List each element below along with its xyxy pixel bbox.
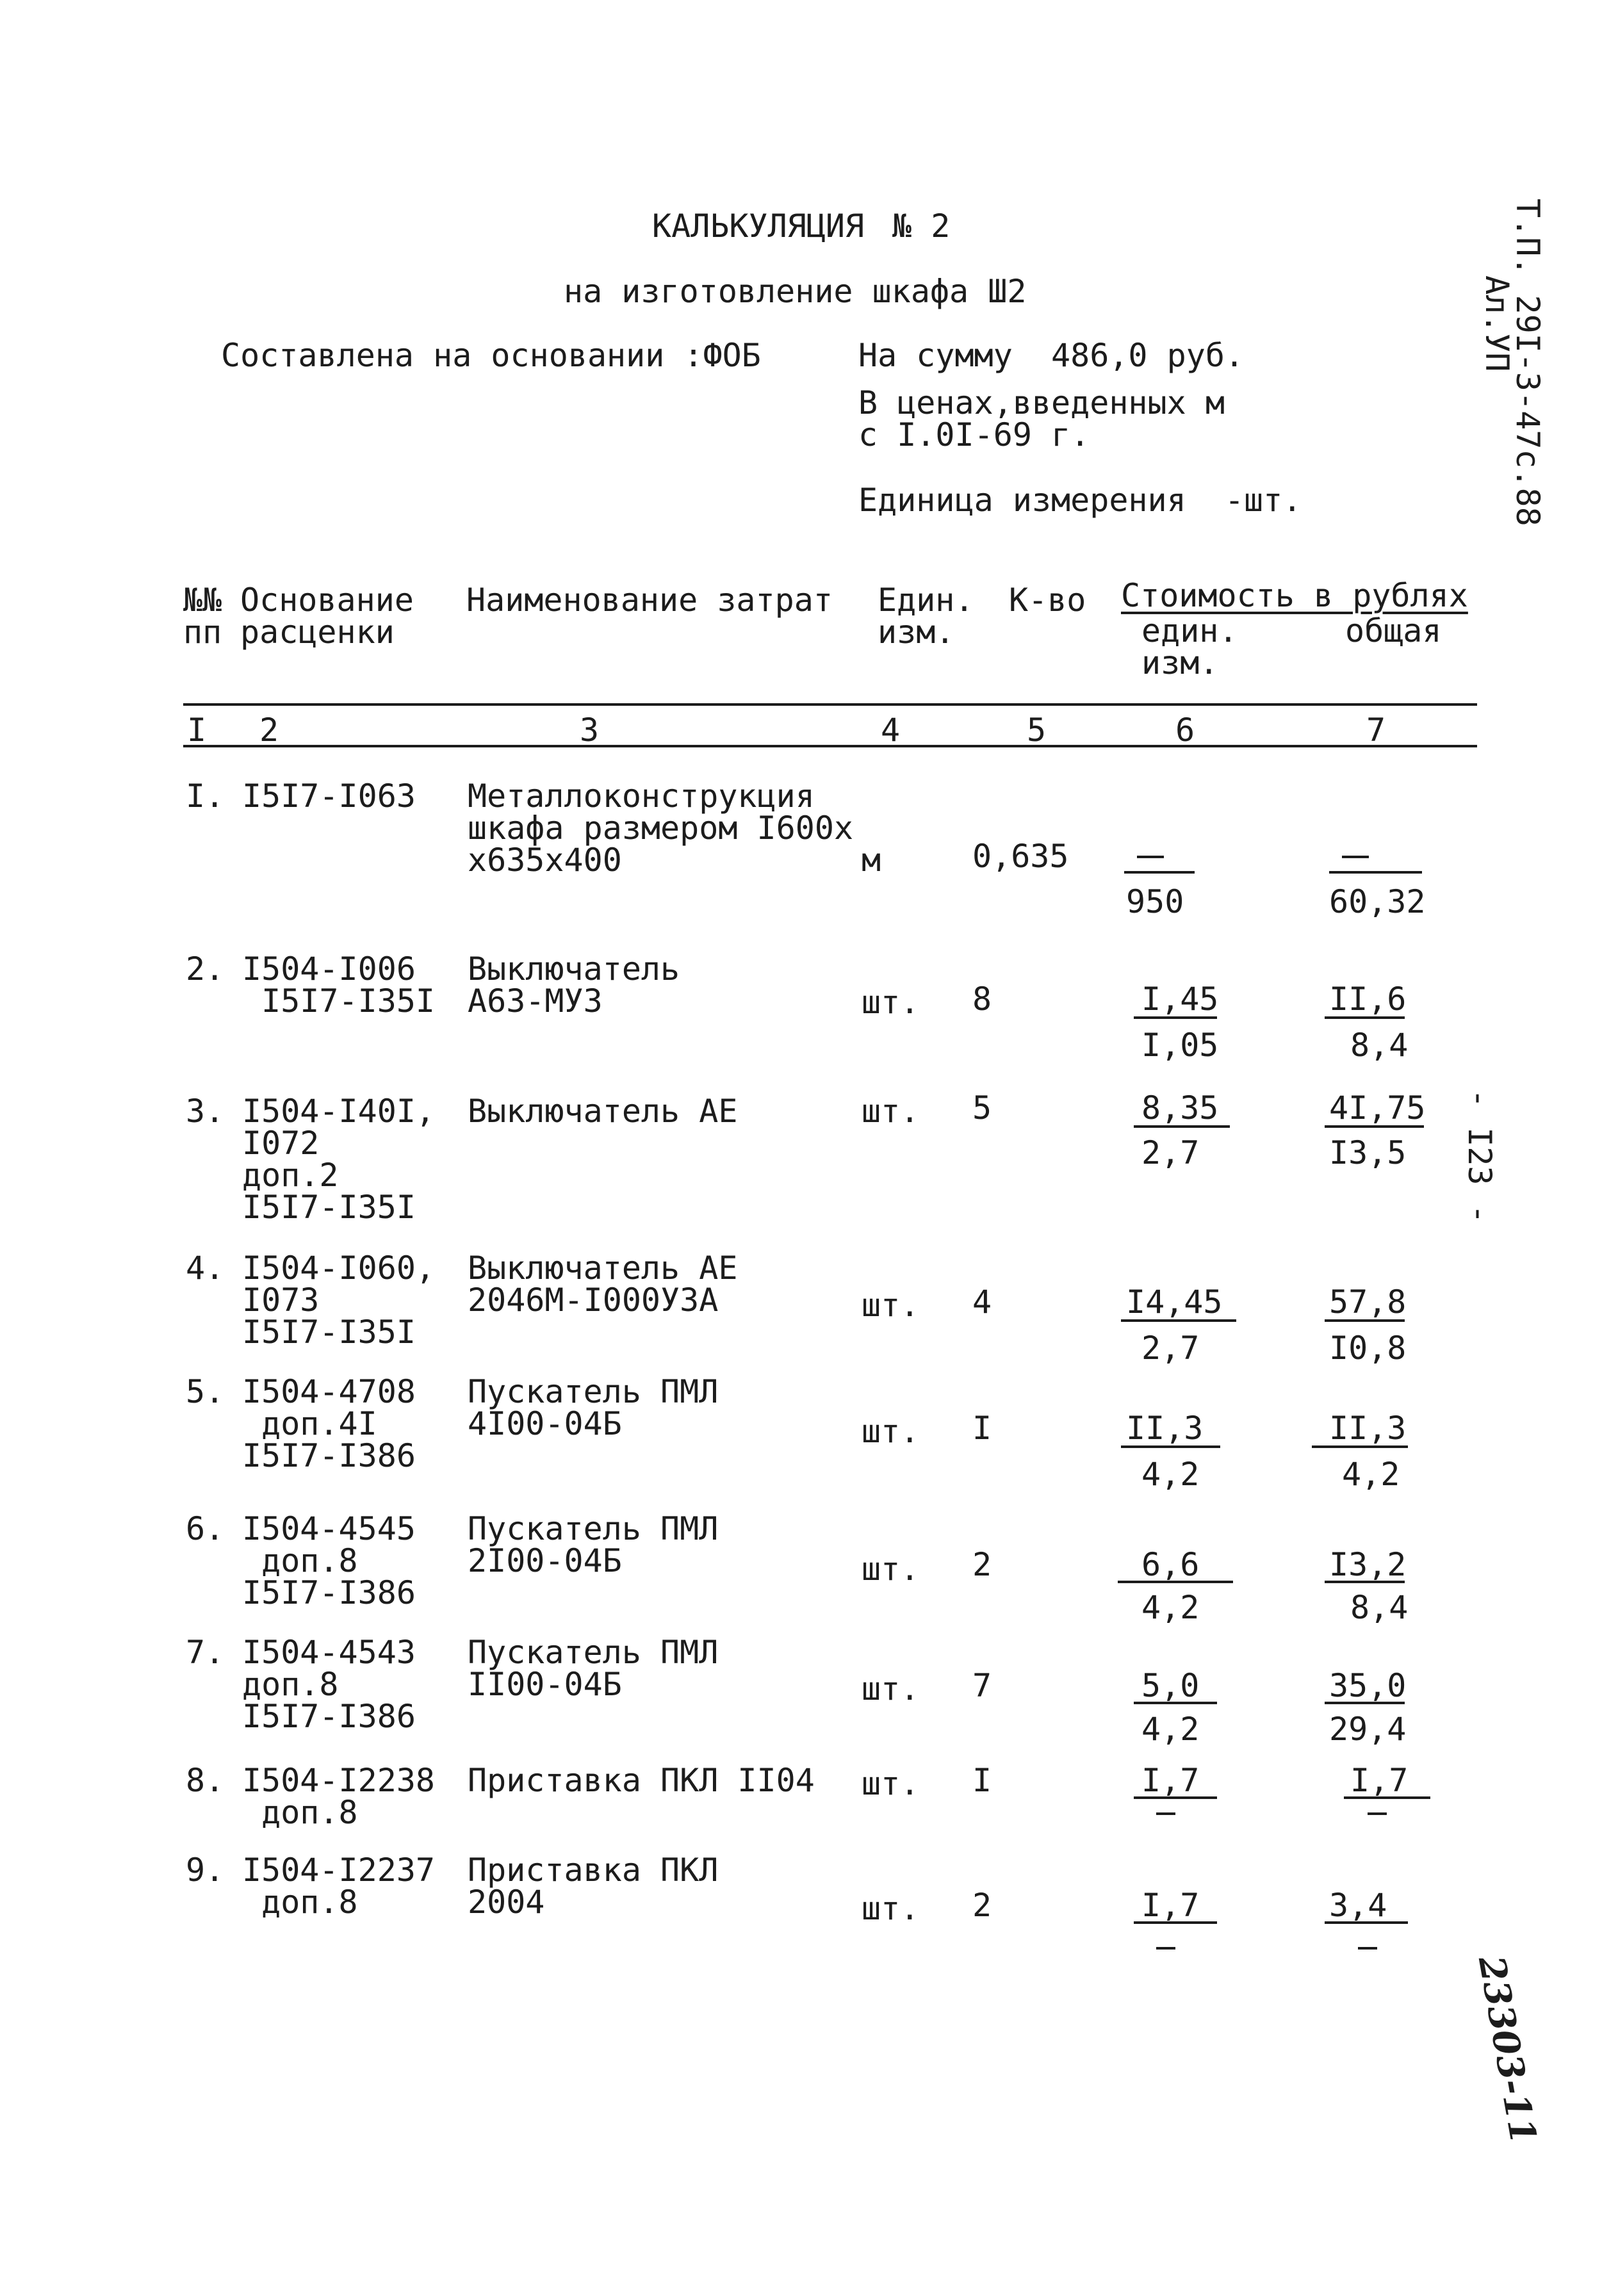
row-total-top: 35,0 bbox=[1329, 1667, 1407, 1704]
row-quantity: 8 bbox=[972, 981, 992, 1018]
column-number: 5 bbox=[1027, 712, 1047, 749]
album-code: Ал.УП bbox=[1478, 275, 1516, 372]
row-total-line bbox=[1325, 1702, 1405, 1704]
row-unit-price-line bbox=[1134, 1921, 1217, 1924]
row-total-line bbox=[1325, 1125, 1424, 1128]
row-quantity: 4 bbox=[972, 1283, 992, 1321]
row-unit: шт. bbox=[862, 1287, 920, 1324]
row-unit-price-bottom: 4,2 bbox=[1141, 1711, 1200, 1748]
row-total-bottom: 29,4 bbox=[1329, 1711, 1407, 1748]
row-name: Пускатель ПМЛ II00-04Б bbox=[468, 1634, 719, 1703]
row-basis: I504-I2237 доп.8 bbox=[242, 1852, 436, 1921]
row-quantity: 2 bbox=[972, 1887, 992, 1924]
basis-line: Составлена на основании :ФОБ bbox=[221, 337, 761, 374]
row-unit-price-top: 6,6 bbox=[1141, 1546, 1200, 1583]
row-number: I. bbox=[186, 778, 225, 815]
header-col-5: К-во bbox=[1009, 582, 1086, 619]
row-basis: I504-4708 доп.4I I5I7-I386 bbox=[242, 1373, 416, 1474]
row-name: Выключатель А63-МУЗ bbox=[468, 950, 680, 1020]
row-unit-price-bottom: 4,2 bbox=[1141, 1589, 1200, 1626]
header-col-7: общая bbox=[1345, 612, 1442, 649]
row-basis: I5I7-I063 bbox=[242, 778, 416, 815]
row-quantity: I bbox=[972, 1410, 992, 1447]
row-unit-price-top: II,3 bbox=[1126, 1410, 1204, 1447]
header-col-2: Основание расценки bbox=[240, 582, 414, 651]
row-name: Приставка ПКЛ 2004 bbox=[468, 1852, 719, 1921]
row-number: 9. bbox=[186, 1852, 225, 1889]
row-unit-price-line bbox=[1118, 1581, 1233, 1583]
row-total-bottom: 4,2 bbox=[1342, 1456, 1400, 1493]
row-unit-price-top: I,45 bbox=[1141, 981, 1219, 1018]
row-total-top: II,3 bbox=[1329, 1410, 1407, 1447]
row-unit-price-line bbox=[1134, 1125, 1230, 1128]
row-basis: I504-I2238 доп.8 bbox=[242, 1762, 436, 1831]
row-unit: шт. bbox=[862, 1551, 920, 1588]
row-number: 5. bbox=[186, 1373, 225, 1410]
row-number: 6. bbox=[186, 1510, 225, 1547]
row-total-line bbox=[1344, 1796, 1430, 1799]
prices-line-2: с I.0I-69 г. bbox=[858, 416, 1090, 453]
row-unit-price-line bbox=[1121, 1319, 1236, 1322]
row-total-top bbox=[1342, 856, 1369, 858]
header-cost-group: Стоимость в рублях bbox=[1121, 577, 1468, 614]
row-unit-price-bottom: 2,7 bbox=[1141, 1134, 1200, 1171]
row-unit: шт. bbox=[862, 1670, 920, 1707]
row-total-top: 57,8 bbox=[1329, 1283, 1407, 1321]
column-number: 3 bbox=[580, 712, 600, 749]
row-unit-price-line bbox=[1134, 1796, 1217, 1799]
row-name: Металлоконструкция шкафа размером I600х х635х400 bbox=[468, 778, 854, 879]
row-unit-price-top bbox=[1137, 856, 1164, 858]
row-basis: I504-I40I, I072 доп.2 I5I7-I35I bbox=[242, 1093, 436, 1226]
row-unit-price-bottom: 4,2 bbox=[1141, 1456, 1200, 1493]
row-quantity: 2 bbox=[972, 1546, 992, 1583]
row-name: Пускатель ПМЛ 2I00-04Б bbox=[468, 1510, 719, 1579]
row-unit: шт. bbox=[862, 1093, 920, 1130]
project-code: Т.П. 29I-3-47с.88 bbox=[1509, 199, 1546, 526]
row-total-bottom: I3,5 bbox=[1329, 1134, 1407, 1171]
row-unit-price-top: 8,35 bbox=[1141, 1089, 1219, 1127]
row-total-line bbox=[1325, 1921, 1408, 1924]
column-number: 7 bbox=[1366, 712, 1386, 749]
row-name: Выключатель АЕ 2046М-I000У3А bbox=[468, 1250, 738, 1319]
row-unit-price-bottom: 2,7 bbox=[1141, 1330, 1200, 1367]
header-rule bbox=[183, 703, 1477, 706]
row-total-line bbox=[1325, 1016, 1405, 1019]
column-number-rule bbox=[183, 745, 1477, 747]
document-number: № 2 bbox=[892, 208, 951, 245]
header-col-3: Наименование затрат bbox=[466, 582, 833, 619]
row-unit-price-bottom bbox=[1156, 1947, 1175, 1950]
unit-line: Единица измерения -шт. bbox=[858, 482, 1302, 519]
row-unit-price-line bbox=[1134, 1702, 1217, 1704]
row-total-bottom: I0,8 bbox=[1329, 1330, 1407, 1367]
row-unit: шт. bbox=[862, 1890, 920, 1927]
row-basis: I504-I060, I073 I5I7-I35I bbox=[242, 1250, 436, 1351]
row-quantity: 7 bbox=[972, 1667, 992, 1704]
row-unit-price-line bbox=[1124, 871, 1195, 874]
column-number: I bbox=[187, 712, 207, 749]
row-unit-price-bottom bbox=[1156, 1812, 1175, 1815]
row-total-bottom: 60,32 bbox=[1329, 883, 1426, 920]
row-unit: шт. bbox=[862, 1413, 920, 1450]
row-total-line bbox=[1325, 1581, 1405, 1583]
row-total-bottom bbox=[1358, 1947, 1377, 1950]
row-number: 4. bbox=[186, 1250, 225, 1287]
row-name: Выключатель АЕ bbox=[468, 1093, 738, 1130]
row-total-top: II,6 bbox=[1329, 981, 1407, 1018]
row-number: 2. bbox=[186, 950, 225, 988]
row-total-top: I3,2 bbox=[1329, 1546, 1407, 1583]
row-unit-price-top: I,7 bbox=[1141, 1762, 1200, 1799]
header-col-4: Един. изм. bbox=[878, 582, 974, 651]
row-basis: I504-4545 доп.8 I5I7-I386 bbox=[242, 1510, 416, 1611]
row-total-top: 3,4 bbox=[1329, 1887, 1387, 1924]
row-total-top: I,7 bbox=[1350, 1762, 1409, 1799]
column-number: 2 bbox=[259, 712, 279, 749]
row-quantity: 0,635 bbox=[972, 838, 1069, 875]
row-name: Приставка ПКЛ II04 bbox=[468, 1762, 815, 1799]
row-unit: шт. bbox=[862, 1765, 920, 1802]
row-unit-price-top: I4,45 bbox=[1126, 1283, 1223, 1321]
document-title: КАЛЬКУЛЯЦИЯ bbox=[652, 208, 865, 245]
document-subtitle: на изготовление шкафа Ш2 bbox=[564, 273, 1027, 310]
row-unit-price-bottom: I,05 bbox=[1141, 1027, 1219, 1064]
row-unit: м bbox=[862, 842, 881, 879]
header-col-6: един. изм. bbox=[1141, 612, 1238, 681]
page-number: - I23 - bbox=[1461, 1089, 1498, 1224]
row-name: Пускатель ПМЛ 4I00-04Б bbox=[468, 1373, 719, 1442]
column-number: 6 bbox=[1175, 712, 1195, 749]
row-quantity: I bbox=[972, 1762, 992, 1799]
row-unit-price-line bbox=[1121, 1445, 1220, 1448]
row-number: 7. bbox=[186, 1634, 225, 1671]
prices-line-1: В ценах,введенных м bbox=[858, 384, 1225, 421]
row-unit-price-line bbox=[1134, 1016, 1217, 1019]
row-unit-price-top: I,7 bbox=[1141, 1887, 1200, 1924]
sum-line: На сумму 486,0 руб. bbox=[858, 337, 1245, 374]
row-quantity: 5 bbox=[972, 1089, 992, 1127]
row-number: 3. bbox=[186, 1093, 225, 1130]
row-total-line bbox=[1329, 871, 1422, 874]
row-total-line bbox=[1312, 1445, 1408, 1448]
row-unit-price-bottom: 950 bbox=[1126, 883, 1184, 920]
row-basis: I504-4543 доп.8 I5I7-I386 bbox=[242, 1634, 416, 1735]
row-unit-price-top: 5,0 bbox=[1141, 1667, 1200, 1704]
row-total-bottom: 8,4 bbox=[1350, 1027, 1409, 1064]
handwritten-note: 23303-11 bbox=[1469, 1953, 1545, 2147]
row-basis: I504-I006 I5I7-I35I bbox=[242, 950, 436, 1020]
row-unit: шт. bbox=[862, 984, 920, 1021]
row-total-bottom bbox=[1368, 1812, 1387, 1815]
row-total-bottom: 8,4 bbox=[1350, 1589, 1409, 1626]
row-total-top: 4I,75 bbox=[1329, 1089, 1426, 1127]
row-total-line bbox=[1325, 1319, 1405, 1322]
column-number: 4 bbox=[881, 712, 901, 749]
row-number: 8. bbox=[186, 1762, 225, 1799]
header-col-1: №№ пп bbox=[183, 582, 222, 651]
